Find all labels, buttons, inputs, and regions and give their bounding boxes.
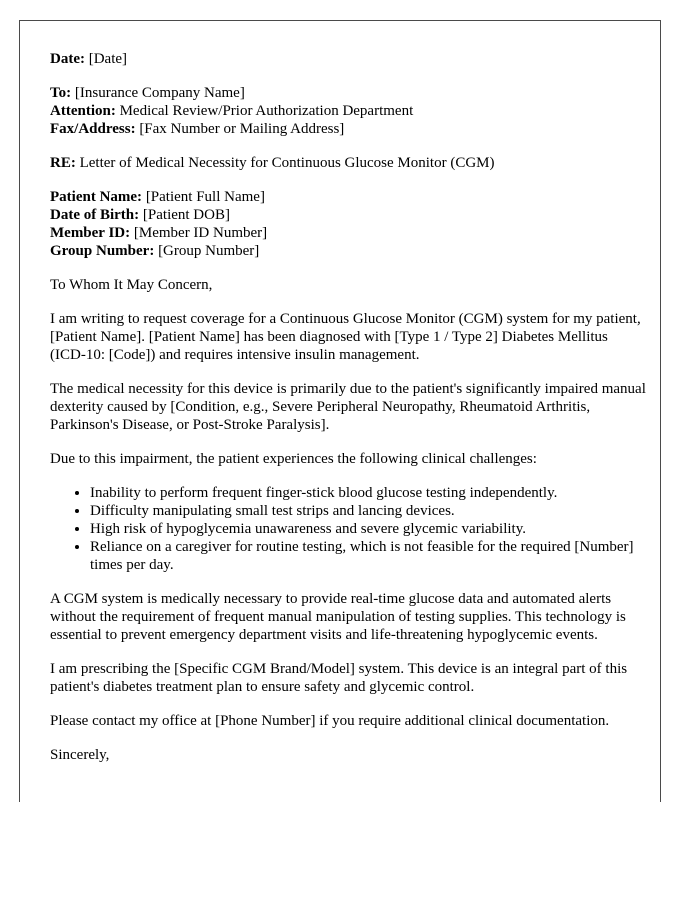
attention-label: Attention:	[50, 103, 116, 119]
paragraph-justification: A CGM system is medically necessary to provide real-time glucose data and automated alerts without the requirement of frequent manual manipulation of testing supplies. This technology is essential to prevent emergency department visits and life-threatening hypoglycemic events.	[50, 591, 626, 643]
paragraph-challenges-intro: Due to this impairment, the patient experiences the following clinical challenges:	[50, 451, 537, 467]
letter-content	[50, 50, 646, 780]
paragraph-request: I am writing to request coverage for a Continuous Glucose Monitor (CGM) system for my patient, [Patient Name]. [Patient Name] has been diagnosed with [Type 1 / Type 2] Diabetes Mellitus (ICD-10: [Code]) and requires intensive insulin management.	[50, 311, 641, 363]
fax-label: Fax/Address:	[50, 121, 136, 137]
patient-dob-line	[50, 206, 646, 224]
letter-page	[19, 20, 661, 802]
header-block	[50, 50, 646, 68]
attention-line	[50, 102, 646, 120]
group-number-value: [Group Number]	[158, 243, 260, 259]
group-number-label: Group Number:	[50, 243, 155, 259]
list-item: • Inability to perform frequent finger-stick blood glucose testing independently.	[90, 484, 646, 502]
to-value: [Insurance Company Name]	[74, 85, 245, 101]
paragraph-necessity: The medical necessity for this device is primarily due to the patient's significantly impaired manual dexterity caused by [Condition, e.g., Severe Peripheral Neuropathy, Rheumatoid Arthritis, Parkinson's Disease, or Post-Stroke Paralysis].	[50, 381, 646, 433]
patient-dob-label: Date of Birth:	[50, 207, 140, 223]
paragraph-prescription: I am prescribing the [Specific CGM Brand/Model] system. This device is an integral part of this patient's diabetes treatment plan to ensure safety and glycemic control.	[50, 661, 628, 695]
member-id-line	[50, 224, 646, 242]
member-id-label: Member ID:	[50, 225, 131, 241]
closing: Sincerely,	[50, 747, 110, 763]
date-value: [Date]	[88, 51, 128, 67]
patient-name-value: [Patient Full Name]	[145, 189, 265, 205]
list-item: • Difficulty manipulating small test strips and lancing devices.	[90, 502, 646, 520]
challenges-list	[50, 484, 646, 574]
subject-value: Letter of Medical Necessity for Continuous Glucose Monitor (CGM)	[79, 155, 495, 171]
subject-label: RE:	[50, 155, 76, 171]
member-id-value: [Member ID Number]	[133, 225, 268, 241]
fax-line	[50, 120, 646, 138]
attention-value: Medical Review/Prior Authorization Department	[119, 103, 414, 119]
to-label: To:	[50, 85, 72, 101]
patient-name-line	[50, 188, 646, 206]
fax-value: [Fax Number or Mailing Address]	[139, 121, 345, 137]
date-label: Date:	[50, 51, 85, 67]
patient-block	[50, 188, 646, 260]
list-item: • Reliance on a caregiver for routine testing, which is not feasible for the required [Number] times per day.	[90, 538, 646, 574]
list-item: • High risk of hypoglycemia unawareness and severe glycemic variability.	[90, 520, 646, 538]
paragraph-contact: Please contact my office at [Phone Number] if you require additional clinical documentation.	[50, 713, 610, 729]
to-line	[50, 84, 646, 102]
group-number-line	[50, 242, 646, 260]
subject-line	[50, 154, 646, 172]
patient-name-label: Patient Name:	[50, 189, 143, 205]
patient-dob-value: [Patient DOB]	[142, 207, 230, 223]
salutation: To Whom It May Concern,	[50, 277, 213, 293]
date-line	[50, 50, 646, 68]
recipient-block	[50, 84, 646, 138]
